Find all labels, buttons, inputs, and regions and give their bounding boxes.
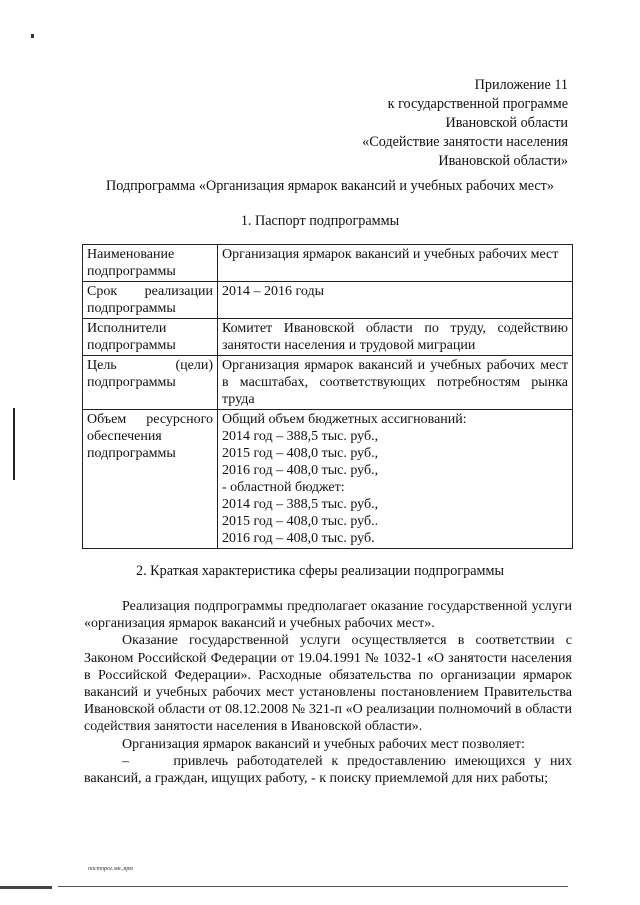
- row-label: Наименование подпрограммы: [83, 245, 218, 282]
- funding-line: 2015 год – 408,0 тыс. руб.,: [222, 446, 379, 461]
- row-label: Цель (цели) подпрограммы: [83, 356, 218, 410]
- appendix-header: [268, 76, 568, 171]
- table-row: [83, 282, 573, 319]
- funding-line: - областной бюджет:: [222, 480, 345, 495]
- appendix-line: Ивановской области: [445, 115, 568, 131]
- paragraph: Оказание государственной услуги осуществляется в соответствии с Законом Российской Федерации от 19.04.1991 № 1032-1 «О занятости населения в Российской Федерации». Расходные обязательства по организации ярмарок вакансий и учебных рабочих мест установлены постановлением Правительства Ивановской области от 08.12.2008 № 321-п «О реализации полномочий в области содействия занятости населения в Ивановской области».: [84, 633, 572, 735]
- paragraph: Реализация подпрограммы предполагает оказание государственной услуги «организация ярмарок вакансий и учебных рабочих мест».: [84, 599, 572, 632]
- scan-speck: [31, 34, 34, 38]
- table-row: [83, 356, 573, 410]
- funding-line: 2016 год – 408,0 тыс. руб.,: [222, 463, 379, 478]
- body-text: [84, 598, 572, 787]
- row-label: Объем ресурсного обеспечения подпрограммы: [83, 410, 218, 549]
- appendix-line: Ивановской области»: [438, 153, 568, 169]
- appendix-line: «Содействие занятости населения: [362, 134, 568, 150]
- funding-line: 2016 год – 408,0 тыс. руб.: [222, 531, 375, 546]
- funding-line: 2014 год – 388,5 тыс. руб.,: [222, 497, 379, 512]
- row-label: Срок реализации подпрограммы: [83, 282, 218, 319]
- appendix-line: к государственной программе: [387, 96, 568, 112]
- funding-line: 2015 год – 408,0 тыс. руб..: [222, 514, 379, 529]
- row-value: Организация ярмарок вакансий и учебных рабочих мест в масштабах, соответствующих потребностям рынка труда: [218, 356, 573, 410]
- bullet-item: – привлечь работодателей к предоставлению имеющихся у них вакансий, а граждан, ищущих работу, - к поиску приемлемой для них работы;: [84, 753, 572, 787]
- funding-line: Общий объем бюджетных ассигнований:: [222, 412, 467, 427]
- subprogram-title: Подпрограмма «Организация ярмарок вакансий и учебных рабочих мест»: [106, 178, 554, 194]
- section-2-heading: 2. Краткая характеристика сферы реализации подпрограммы: [135, 563, 504, 579]
- appendix-line: Приложение 11: [474, 77, 568, 93]
- funding-line: 2014 год – 388,5 тыс. руб.,: [222, 429, 379, 444]
- table-row: [83, 245, 573, 282]
- row-label: Исполнители подпрограммы: [83, 319, 218, 356]
- scan-edge-mark: [0, 886, 52, 889]
- funding-value: [218, 410, 573, 549]
- table-row: [83, 319, 573, 356]
- passport-table: [82, 244, 573, 549]
- table-row: [83, 410, 573, 549]
- section-1-heading: 1. Паспорт подпрограммы: [240, 213, 400, 229]
- scan-bottom-line: [58, 886, 568, 887]
- row-value: 2014 – 2016 годы: [218, 282, 573, 319]
- scan-margin-mark: [13, 408, 15, 480]
- row-value: Организация ярмарок вакансий и учебных рабочих мест: [218, 245, 573, 282]
- footer-file-note: постпрог.мн.,ярм: [88, 866, 133, 872]
- paragraph: Организация ярмарок вакансий и учебных рабочих мест позволяет:: [122, 736, 525, 752]
- row-value: Комитет Ивановской области по труду, содействию занятости населения и трудовой миграции: [218, 319, 573, 356]
